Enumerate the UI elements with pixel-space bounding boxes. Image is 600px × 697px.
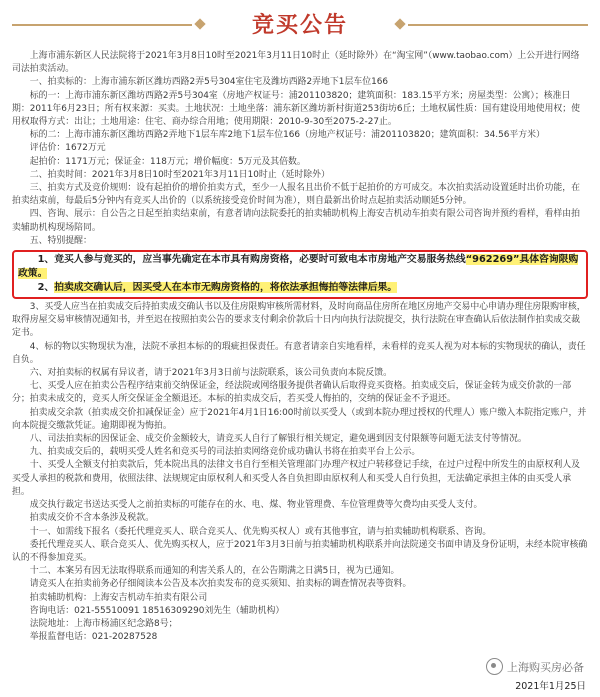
reminder-item-1 bbox=[18, 253, 582, 281]
regret-bid-highlight: 拍卖成交确认后，因买受人在本市无购房资格的，将依法承担悔拍等法律后果。 bbox=[54, 282, 398, 294]
hotline-highlight: “962269”具体咨询限购政策。 bbox=[18, 254, 579, 280]
watermark bbox=[486, 658, 584, 675]
section-notice-parties: 十二、本案另有因无法取得联系而通知的利害关系人的，在公告期满之日满5日，视为已通知。 bbox=[29, 566, 400, 577]
auxiliary-agency: 拍卖辅助机构：上海安吉机动车拍卖有限公司 bbox=[29, 592, 208, 603]
proxy-bidders-note: 委托代理竞买人、联合竞买人、优先购买权人，应于2021年3月3日前与拍卖辅助机构联系并向法院递交书面申请及身份证明，未经本院审核确认的不得参加竞买。 bbox=[12, 539, 588, 563]
court-address: 法院地址：上海市杨浦区纪念路8号； bbox=[29, 618, 178, 629]
reminder-item-2-number: 2、 bbox=[37, 282, 55, 294]
section-transfer: 十、买受人全额支付拍卖款后，凭本院出具的法律文书自行至相关管理部门办理产权过户转移登记手续，在过户过程中所发生的由原权利人及买受人承担的税款和费用，依照法律、法规规定由原权利人和买受人各自负担即由原权利人和买受人自行负担，无法确定承担主体的由买受人承担。 bbox=[12, 460, 581, 497]
reminder-item-2 bbox=[18, 281, 582, 295]
reminder-item-4: 4、标的物以实物现状为准，法院不承担本标的的瑕疵担保责任。有意者请亲自实地看样，未看样的竞买人视为对本标的实物现状的确认，责任自负。 bbox=[12, 341, 586, 365]
section-consultation: 四、咨询、展示：自公告之日起至拍卖结束前，有意者请向法院委托的拍卖辅助机构上海安吉机动车拍卖有限公司咨询并预约看样，看样由拍卖辅助机构现场陪同。 bbox=[12, 209, 581, 233]
reminder-item-3: 3、买受人应当在拍卖成交后持拍卖成交确认书以及住房限购审核所需材料，及时向商品住房所在地区房地产交易中心申请办理住房限购审核，取得房屋交易审核情况通知书，并至迟在按照拍卖公告的要求支付剩余价款后十日内向执行法院提交，执行法院在审查确认后依法制作拍卖成交裁定书。 bbox=[12, 302, 586, 339]
section-confirmation: 九、拍卖成交后的，载明买受人姓名和竞买号的司法拍卖网络竞价成功确认书将在拍卖平台上公示。 bbox=[29, 447, 421, 458]
report-phone: 举报监督电话：021-20287528 bbox=[29, 632, 158, 643]
section-deposit: 七、买受人应在拍卖公告程序结束前交纳保证金，经法院或网络服务提供者确认后取得竞买资格。拍卖成交后，保证金转为成交价款的一部分；拍卖未成交的，竞买人所交保证金全额退还。本标的拍卖成交后，若买受人悔拍的，交纳的保证金不予退还。 bbox=[12, 381, 572, 405]
consult-phone: 咨询电话：021-55510091 18516309290刘先生（辅助机构） bbox=[29, 605, 285, 616]
appraisal-price: 评估价：1672万元 bbox=[29, 143, 106, 154]
balance-payment: 拍卖成交余款（拍卖成交价扣减保证金）应于2021年4月1日16:00时前以买受人（或到本院办理过授权的代理人）账户缴入本院指定账户，并向本院提交缴款凭证。逾期即视为悔拍。 bbox=[12, 407, 587, 431]
section-objection: 六、对拍卖标的权属有异议者，请于2021年3月3日前与法院联系，该公司负责向本院反馈。 bbox=[29, 368, 393, 379]
wechat-account-icon bbox=[486, 658, 503, 675]
watermark-text: 上海购买房必备 bbox=[507, 660, 584, 674]
notice-body bbox=[0, 50, 600, 644]
section-auction-time: 二、拍卖时间：2021年3月8日10时至2021年3月11日10时止（延时除外） bbox=[29, 169, 330, 180]
section-special-reminder: 五、特别提醒： bbox=[29, 235, 92, 246]
outstanding-fees: 成交执行裁定书送达买受人之前拍卖标的可能存在的水、电、煤、物业管理费、车位管理费等欠费均由买受人支付。 bbox=[29, 500, 483, 511]
notice-footer bbox=[0, 645, 600, 697]
item-one-details: 标的一：上海市浦东新区潍坊西路2弄5号304室（房地产权证号：浦201103820；建筑面积：183.15平方米；房屋类型：公寓）；核准日期：2011年6月23日；所有权来源：买卖。土地状况：土地坐落：浦东新区潍坊新村街道253街坊6丘；土地权属性质：国有建设用地使用权；使用权取得方式：出让；土地用途：住宅、商办综合用地；使用期限：2010-9-30至2075-2-27止。 bbox=[12, 90, 580, 128]
notice-header bbox=[0, 0, 600, 50]
section-bidding-rules: 三、拍卖方式及竞价规则：设有起拍价的增价拍卖方式，至少一人报名且出价不低于起拍价的方可成交。本次拍卖活动设置延时出价功能，在拍卖结束前，每最后5分钟内有竞买人出价的（以系统接受竞价时间为准），则自最新出价时点起拍卖活动顺延5分钟。 bbox=[12, 183, 581, 207]
section-bank-limits: 八、司法拍卖标的因保证金、成交价金额较大，请竞买人自行了解银行相关规定，避免遇到因支付限额等问题无法支付等情况。 bbox=[29, 434, 527, 445]
section-auction-item: 一、拍卖标的：上海市浦东新区潍坊西路2弄5号304室住宅及潍坊西路2弄地下1层车位166 bbox=[29, 77, 389, 88]
tax-note: 拍卖成交价不含本条涉及税款。 bbox=[29, 513, 155, 524]
notice-title: 竞买公告 bbox=[251, 13, 348, 38]
highlighted-reminder-box bbox=[12, 250, 588, 299]
starting-price: 起拍价：1171万元；保证金：118万元；增价幅度：5万元及其倍数。 bbox=[29, 156, 306, 167]
item-two-details: 标的二：上海市浦东新区潍坊西路2弄地下1层车库2地下1层车位166（房地产权证号：浦201103820；建筑面积：34.56平方米） bbox=[29, 130, 545, 141]
section-offline-registration: 十一、如需线下报名（委托代理竞买人、联合竞买人、优先购买权人）或有其他事宜，请与拍卖辅助机构联系、咨询。 bbox=[29, 526, 492, 537]
read-carefully-note: 请竞买人在拍卖前务必仔细阅读本公告及本次拍卖发布的竞买须知、拍卖标的调查情况表等资料。 bbox=[29, 579, 412, 590]
intro-paragraph: 上海市浦东新区人民法院将于2021年3月8日10时至2021年3月11日10时止（延时除外）在“淘宝网”（www.taobao.com）上公开进行网络司法拍卖活动。 bbox=[12, 51, 580, 75]
notice-date: 2021年1月25日 bbox=[515, 681, 586, 692]
header-rule-right bbox=[408, 24, 588, 26]
reminder-item-1-text: 1、竞买人参与竞买的，应当事先确定在本市具有购房资格，必要时可致电本市房地产交易服务热线 bbox=[37, 254, 466, 266]
